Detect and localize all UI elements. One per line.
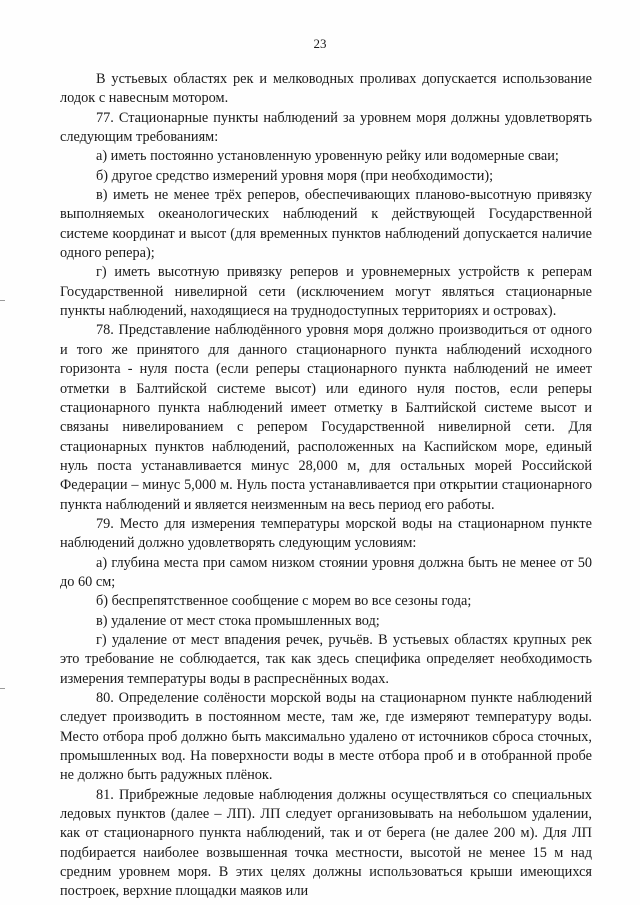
paragraph: 78. Представление наблюдённого уровня моря должно производиться от одного и того же принятого для данного стационарного пункта наблюдений исходного горизонта - нуля поста (если реперы стационарного пункта наблюдений не имеет отметки в Балтийской системе высот) или единого нуля постов, если реперы стационарного пункта наблюдений имеет отметку в Балтийской системе высот и связаны нивелированием с репером Государственной нивелирной сети. Для стационарных пунктов наблюдений, расположенных на Каспийском море, единый нуль поста устанавливается минус 28,000 м, для остальных морей Российской Федерации – минус 5,000 м. Нуль поста устанавливается при открытии стационарного пункта наблюдений и является неизменным на весь период его работы. (60, 322, 592, 513)
scan-edge-mark (0, 300, 5, 301)
paragraph: а) иметь постоянно установленную уровенную рейку или водомерные сваи; (96, 148, 559, 165)
paragraph: в) иметь не менее трёх реперов, обеспечивающих планово-высотную привязку выполняемых океанологических наблюдений к действующей Государственной системе координат и высот (для временных пунктов наблюдений допускается наличие одного репера); (60, 187, 592, 262)
paragraph: г) иметь высотную привязку реперов и уровнемерных устройств к реперам Государственной нивелирной сети (исключением могут являться стационарные пункты наблюдений, находящиеся на труднодоступных территориях и островах). (60, 264, 592, 320)
scan-edge-mark (0, 688, 5, 689)
paragraph: а) глубина места при самом низком стоянии уровня должна быть не менее от 50 до 60 см; (60, 554, 592, 590)
document-body (60, 70, 592, 902)
paragraph: В устьевых областях рек и мелководных проливах допускается использование лодок с навесным мотором. (60, 71, 592, 107)
paragraph: 79. Место для измерения температуры морской воды на стационарном пункте наблюдений должно удовлетворять следующим условиям: (60, 515, 592, 552)
paragraph: б) другое средство измерений уровня моря (при необходимости); (96, 167, 494, 184)
paragraph: 77. Стационарные пункты наблюдений за уровнем моря должны удовлетворять следующим требованиям: (60, 109, 592, 146)
paragraph: г) удаление от мест впадения речек, ручьёв. В устьевых областях крупных рек это требование не соблюдается, так как здесь специфика определяет необходимость измерения температуры воды в распреснённых водах. (60, 631, 592, 687)
page-number: 23 (313, 36, 327, 51)
paragraph: 80. Определение солёности морской воды на стационарном пункте наблюдений следует производить в постоянном месте, там же, где измеряют температуру воды. Место отбора проб должно быть максимально удалено от источников сброса сточных, промышленных вод. На поверхности воды в месте отбора проб и в отобранной пробе не должно быть радужных плёнок. (60, 690, 592, 784)
paragraph: 81. Прибрежные ледовые наблюдения должны осуществляться со специальных ледовых пунктов (далее – ЛП). ЛП следует организовывать на небольшом удалении, как от стационарного пункта наблюдений, так и от берега (не далее 200 м). Для ЛП подбирается наиболее возвышенная точка местности, высотой не менее 15 м над средним уровнем моря. В этих целях должны использоваться крыши имеющихся построек, верхние площадки маяков или (60, 786, 592, 900)
paragraph: в) удаление от мест стока промышленных вод; (96, 612, 380, 629)
paragraph: б) беспрепятственное сообщение с морем во все сезоны года; (96, 593, 472, 610)
